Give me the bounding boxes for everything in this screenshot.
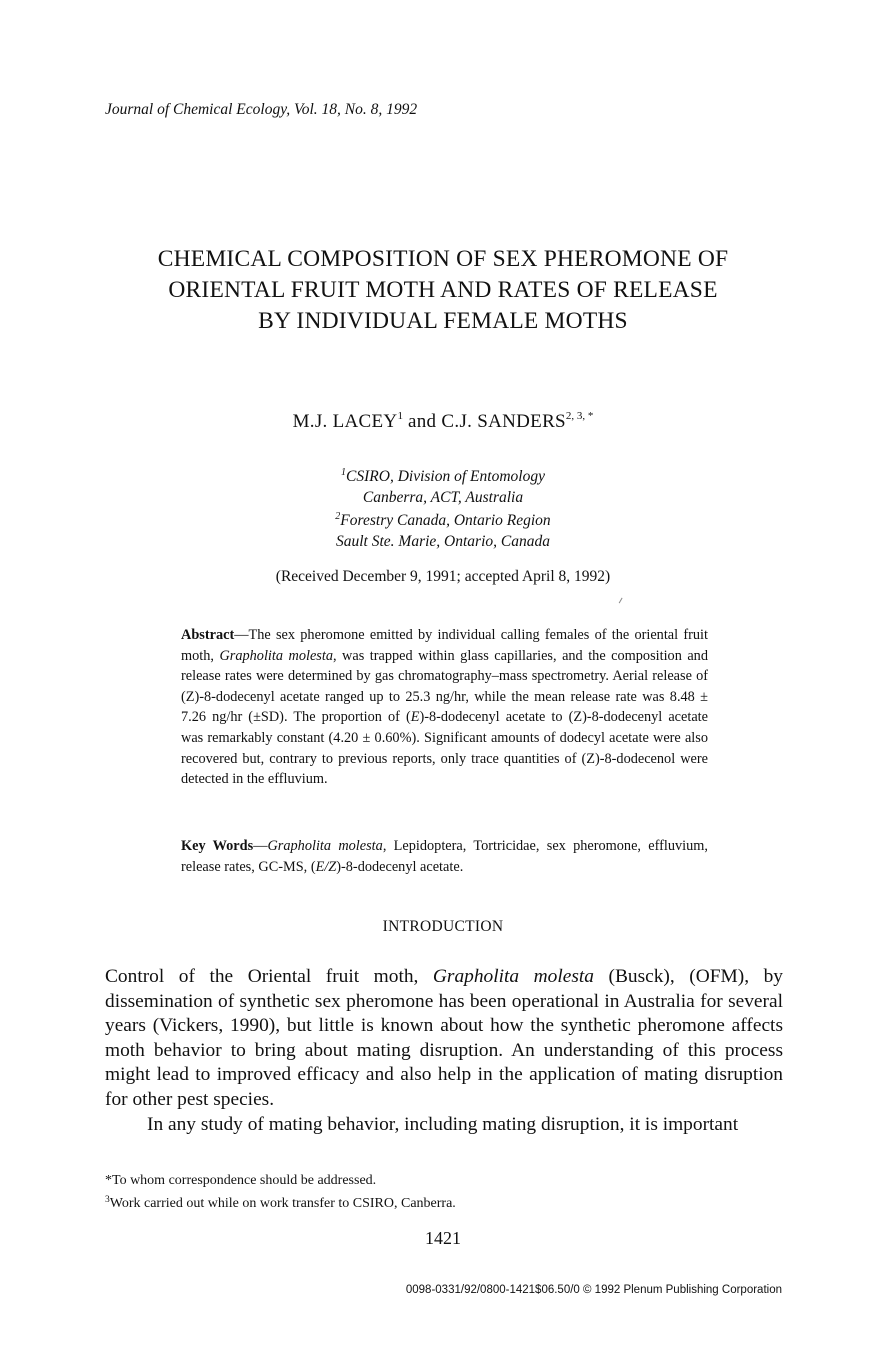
author-conjunction: and [408,411,437,432]
title-line: ORIENTAL FRUIT MOTH AND RATES OF RELEASE [168,277,718,303]
affiliation-line: Canberra, ACT, Australia [362,489,524,506]
footnote [105,1191,783,1213]
footnote [105,1172,783,1190]
paragraph [105,965,783,1113]
affiliation-line: Sault Ste. Marie, Ontario, Canada [336,533,550,550]
author-name: C.J. SANDERS [441,411,566,432]
species-name: Grapholita molesta [267,838,383,854]
affiliation-mark: 2 [335,511,341,522]
journal-citation: Journal of Chemical Ecology, Vol. 18, No. 8, 1992 [105,101,418,118]
author-name: M.J. LACEY [292,411,398,432]
paragraph-text: Control of the Oriental fruit moth, [105,966,433,987]
copyright-line: 0098-0331/92/0800-1421$06.50/0 © 1992 Plenum Publishing Corporation [405,1284,782,1296]
isomer-label: E/Z [315,858,337,875]
affiliation-line: Forestry Canada, Ontario Region [340,512,551,529]
page-number: 1421 [425,1228,461,1248]
title-line: CHEMICAL COMPOSITION OF SEX PHEROMONE OF [157,246,729,272]
footnote-text: To whom correspondence should be addressed. [112,1173,377,1188]
abstract [181,625,708,790]
footnote-mark: 3 [105,1195,110,1205]
footnote-text: Work carried out while on work transfer to CSIRO, Canberra. [109,1196,456,1211]
key-words-label: Key Words [181,838,254,854]
affiliation [0,462,886,508]
paragraph-text: (Busck), (OFM), by dissemination of synthetic sex pheromone has been operational in Australia for several years (Vickers, 1990), but little is known about how the synthetic pheromone affects moth behavior to bring about mating disruption. An understanding of this process might lead to improved efficacy and also help in the application of mating disruption for other pest species. [105,966,783,1110]
key-words-text: )-8-dodecenyl acetate. [336,858,464,875]
abstract-text: —The sex pheromone emitted by individual calling females of the oriental fruit moth, [181,627,708,664]
abstract-text: )-8-dodecenyl acetate to (Z)-8-dodecenyl acetate was remarkably constant (4.20 ± 0.60%). Significant amounts of dodecyl acetate were also recovered but, contrary to previous reports, only trace quantities of (Z)-8-dodecenol were detected in the effluvium. [181,709,709,788]
key-words-dash: — [253,838,268,854]
affiliation [0,506,886,552]
species-name: Grapholita molesta [219,647,333,664]
abstract-text: , was trapped within glass capillaries, and the composition and release rates were determined by gas chromatography–mass spectrometry. Aerial release of (Z)-8-dodecenyl acetate ranged up to 25.3 ng/hr, while the mean release rate was 8.48 ± 7.26 ng/hr (±SD). The proportion of ( [181,647,708,726]
body-text [105,965,783,1137]
author-list [0,410,886,433]
title-line: BY INDIVIDUAL FEMALE MOTHS [258,308,628,334]
species-name: Grapholita molesta [432,966,594,987]
section-heading: INTRODUCTION [382,918,504,935]
key-words [181,836,708,877]
author-affiliation-mark: 1 [397,410,403,422]
affiliation-line: CSIRO, Division of Entomology [346,468,545,485]
footnote-mark: * [105,1173,112,1188]
abstract-label: Abstract [181,627,235,643]
received-dates: (Received December 9, 1991; accepted April 8, 1992) [275,568,611,585]
paragraph: In any study of mating behavior, including mating disruption, it is important [147,1113,739,1135]
scan-mark [619,598,625,605]
affiliation-mark: 1 [341,467,347,478]
isomer-label: E [410,709,420,726]
key-words-text: , Lepidoptera, Tortricidae, sex pheromone, effluvium, release rates, GC-MS, ( [181,838,708,875]
paper-title [60,244,826,337]
author-affiliation-mark: 2, 3, * [565,410,594,422]
